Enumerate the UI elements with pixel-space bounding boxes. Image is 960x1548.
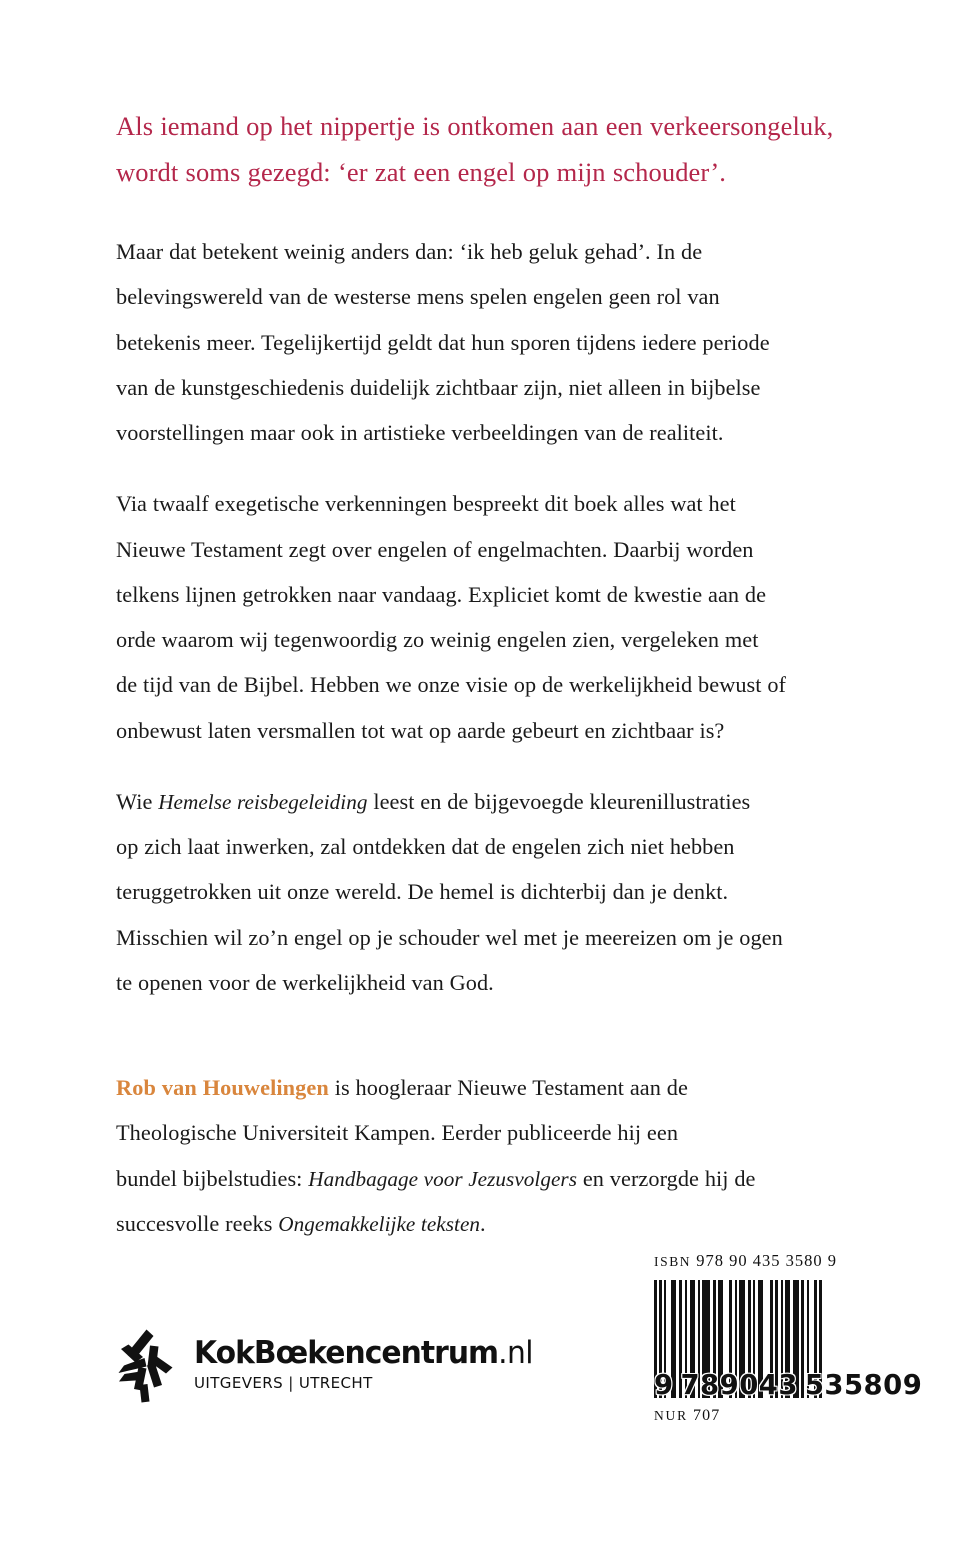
ean-digits (654, 1368, 923, 1401)
publisher-name-main: KokBœkencentrum (194, 1335, 499, 1372)
isbn-line (654, 1251, 876, 1271)
author-name: Rob van Houwelingen (116, 1075, 329, 1101)
text-line: Nieuwe Testament zegt over engelen of engelmachten. Daarbij worden (116, 536, 754, 562)
author-bio-paragraph (116, 1065, 872, 1246)
text-fragment: bundel bijbelstudies: (116, 1165, 309, 1191)
text-line (116, 1201, 872, 1246)
text-line: betekenis meer. Tegelijkertijd geldt dat hun sporen tijdens iedere periode (116, 329, 770, 355)
book-title-handbagage-voor-jezusvolgers: Handbagage voor Jezusvolgers (308, 1166, 578, 1191)
text-line: voorstellingen maar ook in artistieke verbeeldingen van de realiteit. (116, 420, 724, 446)
text-line (116, 1065, 872, 1110)
ean-right-group: 535809 (804, 1368, 923, 1401)
book-series-ongemakkelijke-teksten: Ongemakkelijke teksten (278, 1211, 481, 1236)
text-line: te openen voor de werkelijkheid van God. (116, 969, 494, 995)
headline-line-2: wordt soms gezegd: ‘er zat een engel op mijn schouder’. (116, 156, 726, 187)
publisher-name-tld: .nl (498, 1335, 533, 1372)
text-line: de tijd van de Bijbel. Hebben we onze visie op de werkelijkheid bewust of (116, 672, 787, 698)
nur-line (654, 1407, 876, 1425)
cover-text-column (116, 104, 872, 1272)
text-fragment: en verzorgde hij de (577, 1165, 756, 1191)
blurb-paragraph-1 (116, 229, 872, 455)
headline-line-1: Als iemand op het nippertje is ontkomen aan een verkeersongeluk, (116, 111, 834, 141)
text-line: Theologische Universiteit Kampen. Eerder publiceerde hij een (116, 1120, 679, 1146)
publisher-name (194, 1335, 533, 1372)
text-fragment: Wie (116, 788, 159, 814)
text-line (116, 779, 872, 824)
ean-left-group: 789043 (680, 1368, 798, 1401)
text-fragment: . (480, 1210, 486, 1236)
nur-number: 707 (693, 1407, 721, 1424)
text-line: onbewust laten versmallen tot wat op aarde gebeurt en zichtbaar is? (116, 717, 725, 743)
publisher-logo (116, 1327, 547, 1403)
publisher-logo-text (194, 1335, 547, 1393)
isbn-number: 978 90 435 3580 9 (696, 1251, 838, 1270)
text-fragment: is hoogleraar Nieuwe Testament aan de (328, 1075, 688, 1101)
ean13-barcode (654, 1280, 923, 1401)
nur-label: NUR (654, 1408, 688, 1423)
book-title-hemelse-reisbegeleiding: Hemelse reisbegeleiding (158, 789, 368, 814)
kokboekencentrum-star-icon (116, 1327, 178, 1403)
isbn-label: ISBN (654, 1254, 692, 1269)
headline (116, 104, 872, 195)
publisher-subtitle: UITGEVERS | UTRECHT (194, 1374, 373, 1393)
text-line: belevingswereld van de westerse mens spelen engelen geen rol van (116, 284, 720, 310)
barcode-block (654, 1251, 923, 1425)
text-line: Maar dat betekent weinig anders dan: ‘ik heb geluk gehad’. In de (116, 239, 703, 265)
text-line: teruggetrokken uit onze wereld. De hemel is dichterbij dan je denkt. (116, 879, 729, 905)
ean-lead-digit: 9 (654, 1368, 674, 1401)
text-line: op zich laat inwerken, zal ontdekken dat de engelen zich niet hebben (116, 834, 735, 860)
text-fragment: succesvolle reeks (116, 1210, 279, 1236)
text-line: telkens lijnen getrokken naar vandaag. Expliciet komt de kwestie aan de (116, 581, 767, 607)
text-line: van de kunstgeschiedenis duidelijk zichtbaar zijn, niet alleen in bijbelse (116, 374, 761, 400)
text-line: Misschien wil zo’n engel op je schouder wel met je meereizen om je ogen (116, 924, 783, 950)
text-line: Via twaalf exegetische verkenningen bespreekt dit boek alles wat het (116, 491, 736, 517)
blurb-paragraph-3 (116, 779, 872, 1005)
text-fragment: leest en de bijgevoegde kleurenillustraties (367, 788, 751, 814)
text-line: orde waarom wij tegenwoordig zo weinig engelen zien, vergeleken met (116, 627, 759, 653)
text-line (116, 1156, 872, 1201)
blurb-paragraph-2 (116, 481, 872, 753)
